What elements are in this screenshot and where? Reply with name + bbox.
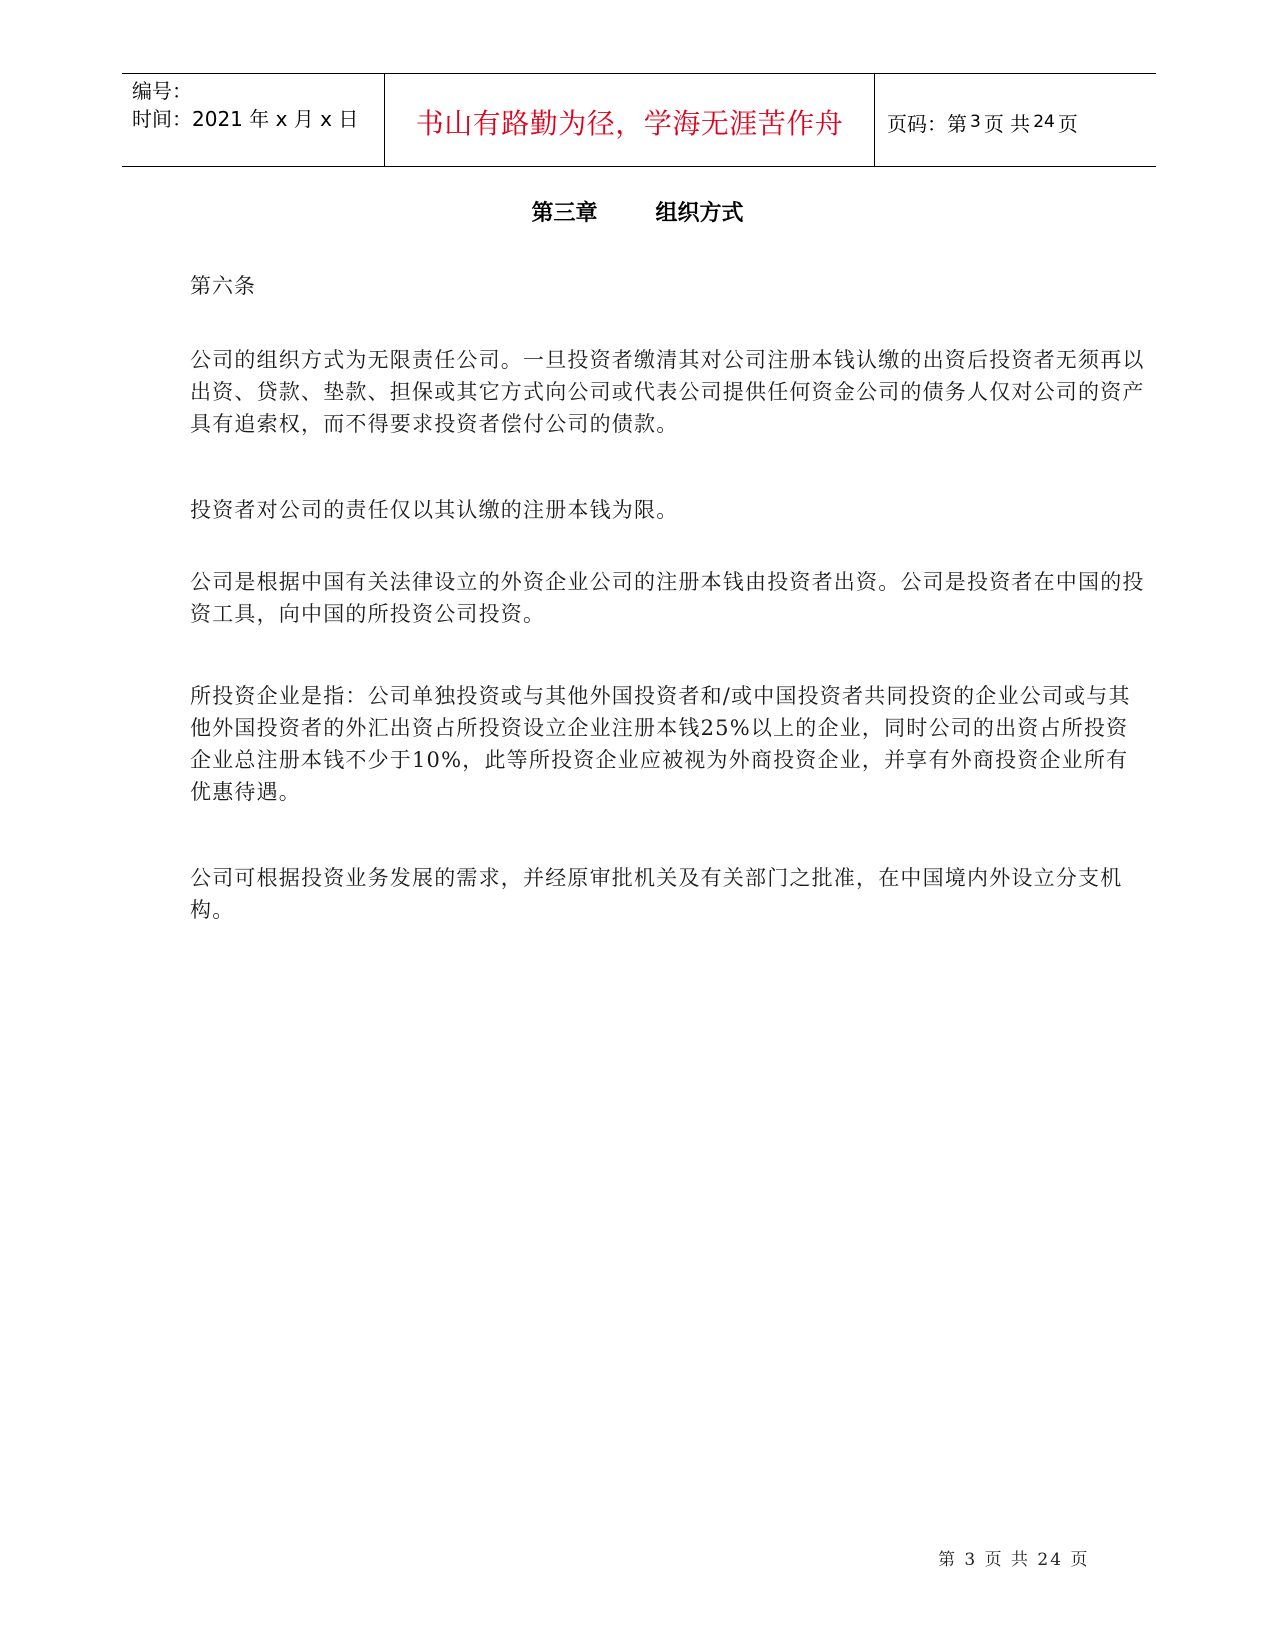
- page-total: 24: [1033, 112, 1055, 132]
- article-number: 第六条: [190, 274, 256, 298]
- page-suffix: 页: [1057, 111, 1078, 136]
- chapter-title: 组织方式: [655, 201, 744, 226]
- article-paragraph: 公司的组织方式为无限责任公司。一旦投资者缴清其对公司注册本钱认缴的出资后投资者无须再以出资、贷款、垫款、担保或其它方式向公司或代表公司提供任何资金公司的债务人仅对公司的资产具有追索权，而不得要求投资者偿付公司的债款。: [190, 348, 1145, 436]
- article-paragraph: 所投资企业是指：公司单独投资或与其他外国投资者和/或中国投资者共同投资的企业公司或与其他外国投资者的外汇出资占所投资设立企业注册本钱25%以上的企业，同时公司的出资占所投资企业总注册本钱不少于10%，此等所投资企业应被视为外商投资企业，并享有外商投资企业所有优惠待遇。: [190, 684, 1131, 804]
- header-motto-cell: [385, 74, 875, 166]
- page-prefix: 页码：第: [887, 111, 967, 136]
- page-mid: 页 共: [983, 111, 1031, 136]
- article-paragraph: 公司可根据投资业务发展的需求，并经原审批机关及有关部门之批准，在中国境内外设立分支机构。: [190, 866, 1123, 922]
- serial-number-label: 编号：: [132, 79, 192, 103]
- document-header: [122, 73, 1156, 167]
- header-page-cell: [875, 74, 1156, 166]
- motto-text: 书山有路勤为径，学海无涯苦作舟: [415, 107, 844, 140]
- article-paragraph: 投资者对公司的责任仅以其认缴的注册本钱为限。: [190, 498, 679, 522]
- header-meta-cell: [122, 74, 385, 166]
- chapter-number: 第三章: [531, 201, 598, 226]
- chapter-heading: [0, 196, 1275, 227]
- page-current: 3: [970, 112, 981, 132]
- date-label: 时间：2021 年 x 月 x 日: [132, 107, 359, 131]
- page-footer: 第 3 页 共 24 页: [938, 1550, 1090, 1570]
- article-paragraph: 公司是根据中国有关法律设立的外资企业公司的注册本钱由投资者出资。公司是投资者在中国的投资工具，向中国的所投资公司投资。: [190, 570, 1145, 626]
